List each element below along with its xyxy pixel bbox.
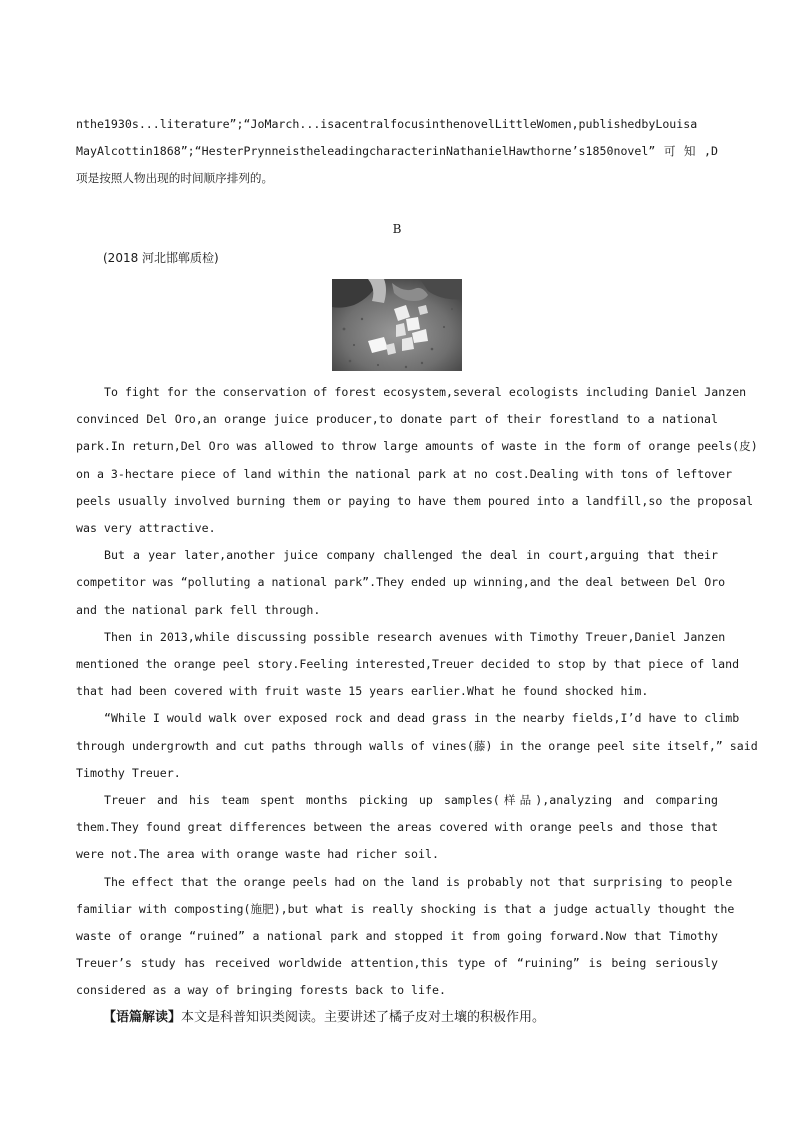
paragraph-2 [76,542,726,624]
passage-line: that had been covered with fruit waste 15 years earlier.What he found shocked him. [76,684,649,699]
passage-line: familiar with composting(施肥),but what is really shocking is that a judge actually thought the [76,901,735,916]
passage-line: them.They found great differences between the areas covered with orange peels and those that [76,820,719,835]
previous-answer-continuation [76,111,718,192]
passage-line: through undergrowth and cut paths through walls of vines(藤) in the orange peel site itself,” said [76,738,758,753]
passage-line: park.In return,Del Oro was allowed to throw large amounts of waste in the form of orange peels(皮) [76,439,758,454]
passage-line: To fight for the conservation of forest ecosystem,several ecologists including Daniel Janzen [104,385,747,399]
passage [76,379,758,1005]
summary-text: 本文是科普知识类阅读。主要讲述了橘子皮对土壤的积极作用。 [181,1010,546,1025]
passage-line: competitor was “polluting a national park”.They ended up winning,and the deal between Del Oro [76,575,726,590]
paragraph-6 [76,869,735,1005]
passage-line: Treuer’s study has received worldwide attention,this type of “ruining” is being seriously [76,956,718,971]
passage-line: “While I would walk over exposed rock and dead grass in the nearby fields,I’d have to climb [104,711,740,726]
passage-line: Then in 2013,while discussing possible research avenues with Timothy Treuer,Daniel Janzen [104,629,726,644]
paragraph-3 [76,624,740,706]
orange-peel-photo [332,279,462,371]
paragraph-5 [76,787,718,869]
passage-line: was very attractive. [76,521,216,536]
orange-peel-photo-image [332,279,462,371]
passage-line: waste of orange “ruined” a national park and stopped it from going forward.Now that Timothy [76,929,718,944]
passage-line: considered as a way of bringing forests back to life. [76,983,446,998]
passage-line: convinced Del Oro,an orange juice producer,to donate part of their forestland to a national [76,412,718,427]
continuation-line: nthe1930s...literature”;“JoMarch...isacentralfocusinthenovelLittleWomen,publishedbyLouisa [76,117,698,131]
passage-line: and the national park fell through. [76,602,321,617]
passage-line: But a year later,another juice company challenged the deal in court,arguing that their [104,548,718,563]
paragraph-4 [76,705,758,787]
section-letter: B [392,222,402,236]
passage-line: peels usually involved burning them or paying to have them poured into a landfill,so the proposal [76,493,754,508]
continuation-line: MayAlcottin1868”;“HesterPrynneistheleadingcharacterinNathanielHawthorne’s1850novel”可知,D [76,144,718,158]
paragraph-1 [76,379,758,542]
passage-line: on a 3-hectare piece of land within the national park at no cost.Dealing with tons of leftover [76,466,733,481]
passage-line: mentioned the orange peel story.Feeling interested,Treuer decided to stop by that piece of land [76,657,740,672]
passage-line: The effect that the orange peels had on the land is probably not that surprising to people [104,874,733,889]
summary-label: 【语篇解读】 [103,1010,182,1025]
passage-summary [103,1007,545,1029]
passage-line: Treuer and his team spent months picking up samples(样品),analyzing and comparing [104,793,718,808]
continuation-line: 项是按照人物出现的时间顺序排列的。 [76,171,274,185]
passage-line: were not.The area with orange waste had richer soil. [76,847,439,862]
source-note: (2018 河北邯郸质检) [103,251,219,265]
passage-line: Timothy Treuer. [76,765,181,780]
